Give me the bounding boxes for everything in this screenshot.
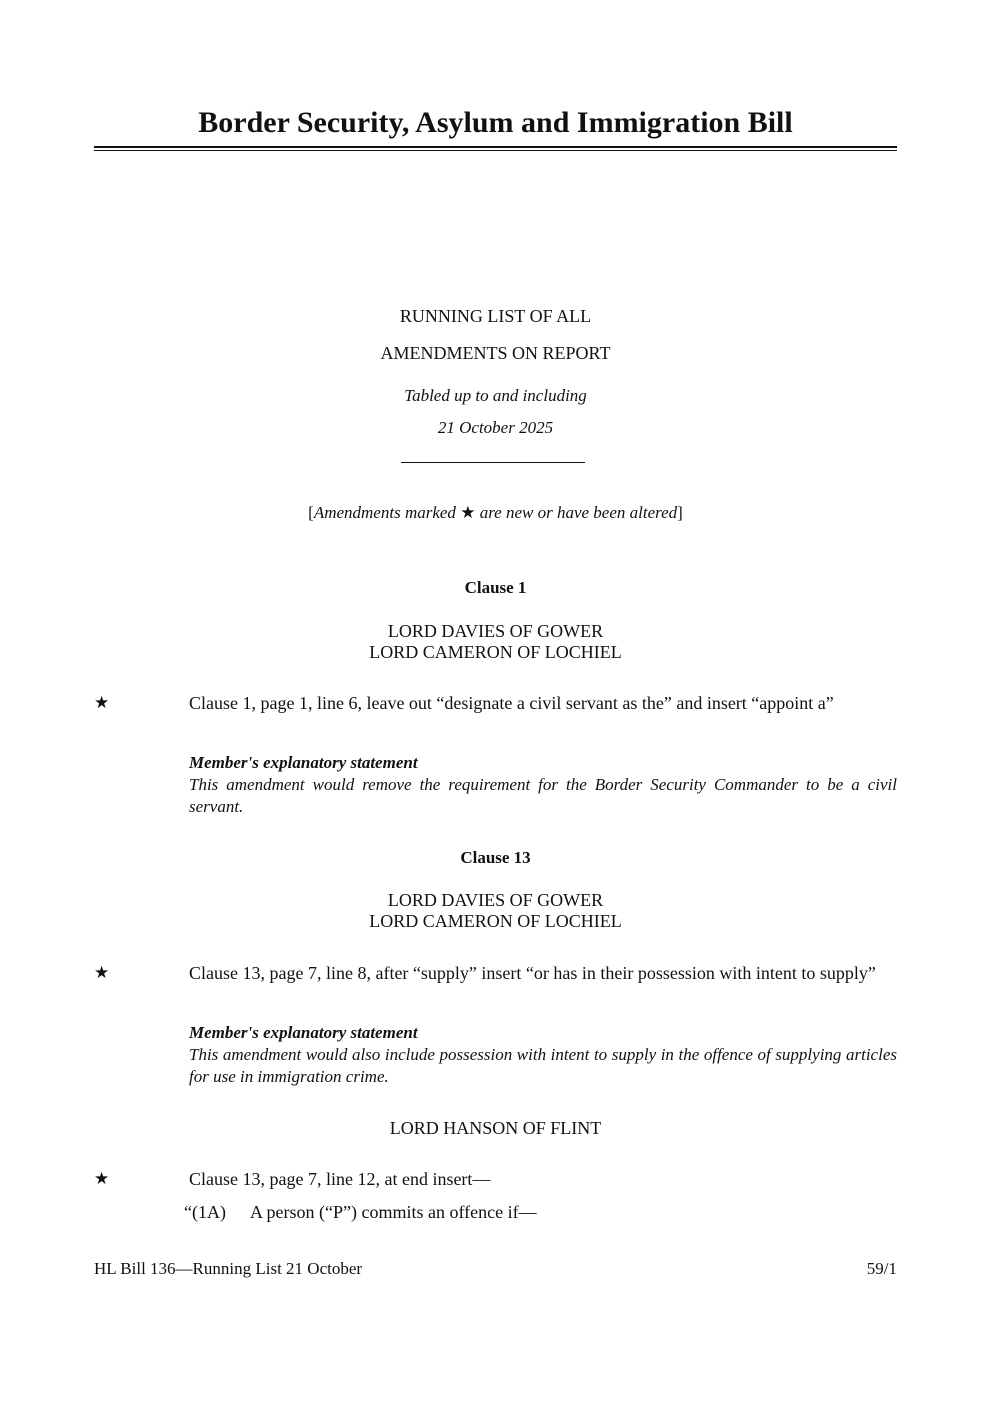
star-icon: ★ xyxy=(94,1169,110,1188)
member-name: LORD CAMERON OF LOCHIEL xyxy=(369,911,622,931)
amendment-text: Clause 1, page 1, line 6, leave out “designate a civil servant as the” and insert “appoint a” xyxy=(189,693,834,713)
statement-text: This amendment would remove the requirement for the Border Security Commander to be a civil servant. xyxy=(189,775,897,816)
member-name: LORD CAMERON OF LOCHIEL xyxy=(369,642,622,662)
title-rule-bottom xyxy=(94,150,897,151)
title-rule-top xyxy=(94,146,897,148)
note-text-2: are new or have been altered xyxy=(475,503,678,522)
statement-heading: Member's explanatory statement xyxy=(189,753,418,772)
document-title: Border Security, Asylum and Immigration Bill xyxy=(198,106,793,139)
amendment-note xyxy=(0,502,991,523)
statement-text: This amendment would also include possession with intent to supply in the offence of supplying articles for use in immigration crime. xyxy=(189,1045,897,1086)
star-icon: ★ xyxy=(460,503,476,522)
footer-page-number: 59/1 xyxy=(866,1259,897,1278)
star-icon: ★ xyxy=(94,693,110,712)
heading-line-2: AMENDMENTS ON REPORT xyxy=(380,343,611,363)
clause-heading: Clause 1 xyxy=(464,578,527,597)
subsection-text: A person (“P”) commits an offence if— xyxy=(250,1202,537,1222)
note-text-1: Amendments marked xyxy=(313,503,461,522)
member-name: LORD HANSON OF FLINT xyxy=(389,1118,602,1138)
amendment-text: Clause 13, page 7, line 12, at end insert— xyxy=(189,1169,491,1189)
bracket-open: [ xyxy=(308,503,314,522)
heading-divider xyxy=(401,462,585,463)
statement-heading: Member's explanatory statement xyxy=(189,1023,418,1042)
member-name: LORD DAVIES OF GOWER xyxy=(387,621,604,641)
heading-line-1: RUNNING LIST OF ALL xyxy=(399,306,592,326)
star-icon: ★ xyxy=(94,963,110,982)
tabled-line-1: Tabled up to and including xyxy=(404,386,587,405)
tabled-date: 21 October 2025 xyxy=(437,418,554,437)
amendment-text: Clause 13, page 7, line 8, after “supply” insert “or has in their possession with intent to supply” xyxy=(189,963,876,983)
bracket-close: ] xyxy=(677,503,683,522)
member-name: LORD DAVIES OF GOWER xyxy=(387,890,604,910)
footer-bill-ref: HL Bill 136—Running List 21 October xyxy=(94,1259,363,1278)
clause-heading: Clause 13 xyxy=(460,848,531,867)
subsection-number: “(1A) xyxy=(184,1202,226,1222)
